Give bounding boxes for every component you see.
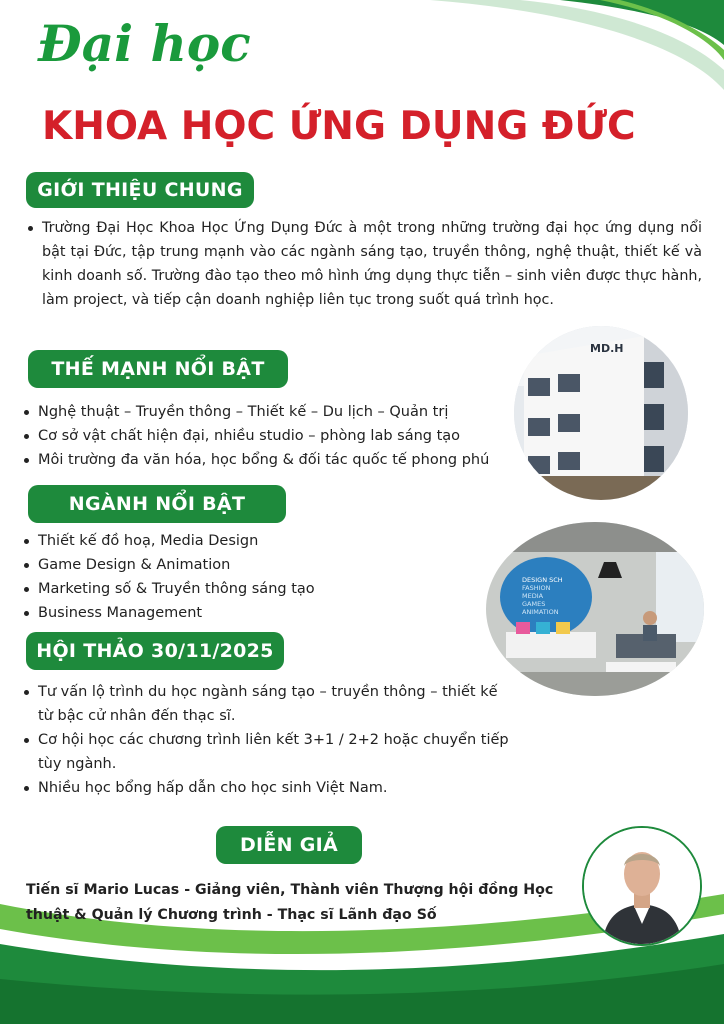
studio-illustration xyxy=(486,522,704,696)
list-item: Game Design & Animation xyxy=(22,553,472,577)
strengths-list xyxy=(22,400,522,472)
speaker-portrait xyxy=(584,828,700,944)
studio-photo xyxy=(486,522,704,696)
intro-text: Trường Đại Học Khoa Học Ứng Dụng Đức à một trong những trường đại học ứng dụng nổi bật tại Đức, tập trung mạnh vào các ngành sáng tạo, truyền thông, nghệ thuật, thiết kế và kinh doanh số. Trường đào tạo theo mô hình ứng dụng thực tiễn – sinh viên được thực hành, làm project, và tiếp cận doanh nghiệp liên tục trong suốt quá trình học. xyxy=(26,216,702,312)
main-title: KHOA HỌC ỨNG DỤNG ĐỨC xyxy=(42,104,636,149)
studio-wall-text-5: ANIMATION xyxy=(522,608,559,616)
seminar-list xyxy=(22,680,512,800)
strengths-heading: THẾ MẠNH NỔI BẬT xyxy=(28,350,288,388)
list-item: Marketing số & Truyền thông sáng tạo xyxy=(22,577,472,601)
list-item: Nghệ thuật – Truyền thông – Thiết kế – Du lịch – Quản trị xyxy=(22,400,522,424)
list-item: Business Management xyxy=(22,601,472,625)
list-item: Thiết kế đồ hoạ, Media Design xyxy=(22,529,472,553)
building-photo xyxy=(514,326,688,500)
list-item: Cơ sở vật chất hiện đại, nhiều studio – phòng lab sáng tạo xyxy=(22,424,522,448)
majors-heading: NGÀNH NỔI BẬT xyxy=(28,485,286,523)
studio-wall-text-4: GAMES xyxy=(522,600,546,608)
list-item: Môi trường đa văn hóa, học bổng & đối tác quốc tế phong phú xyxy=(22,448,522,472)
intro-list xyxy=(26,216,702,312)
speaker-heading: DIỄN GIẢ xyxy=(216,826,362,864)
script-title: Đại học xyxy=(38,14,251,73)
list-item: Cơ hội học các chương trình liên kết 3+1 / 2+2 hoặc chuyển tiếp tùy ngành. xyxy=(22,728,512,776)
list-item: Tư vấn lộ trình du học ngành sáng tạo – truyền thông – thiết kế từ bậc cử nhân đến thạc sĩ. xyxy=(22,680,512,728)
speaker-description: Tiến sĩ Mario Lucas - Giảng viên, Thành viên Thượng hội đồng Học thuật & Quản lý Chương trình - Thạc sĩ Lãnh đạo Số xyxy=(26,882,554,923)
speaker-photo xyxy=(582,826,702,946)
list-item: Nhiều học bổng hấp dẫn cho học sinh Việt Nam. xyxy=(22,776,512,800)
studio-wall-text-3: MEDIA xyxy=(522,592,544,600)
intro-heading: GIỚI THIỆU CHUNG xyxy=(26,172,254,208)
majors-list xyxy=(22,529,472,625)
studio-wall-text-1: DESIGN SCH xyxy=(522,576,563,584)
building-illustration xyxy=(514,326,688,500)
studio-wall-text-2: FASHION xyxy=(522,584,551,592)
seminar-heading: HỘI THẢO 30/11/2025 xyxy=(26,632,284,670)
building-sign: MD.H xyxy=(590,342,624,355)
